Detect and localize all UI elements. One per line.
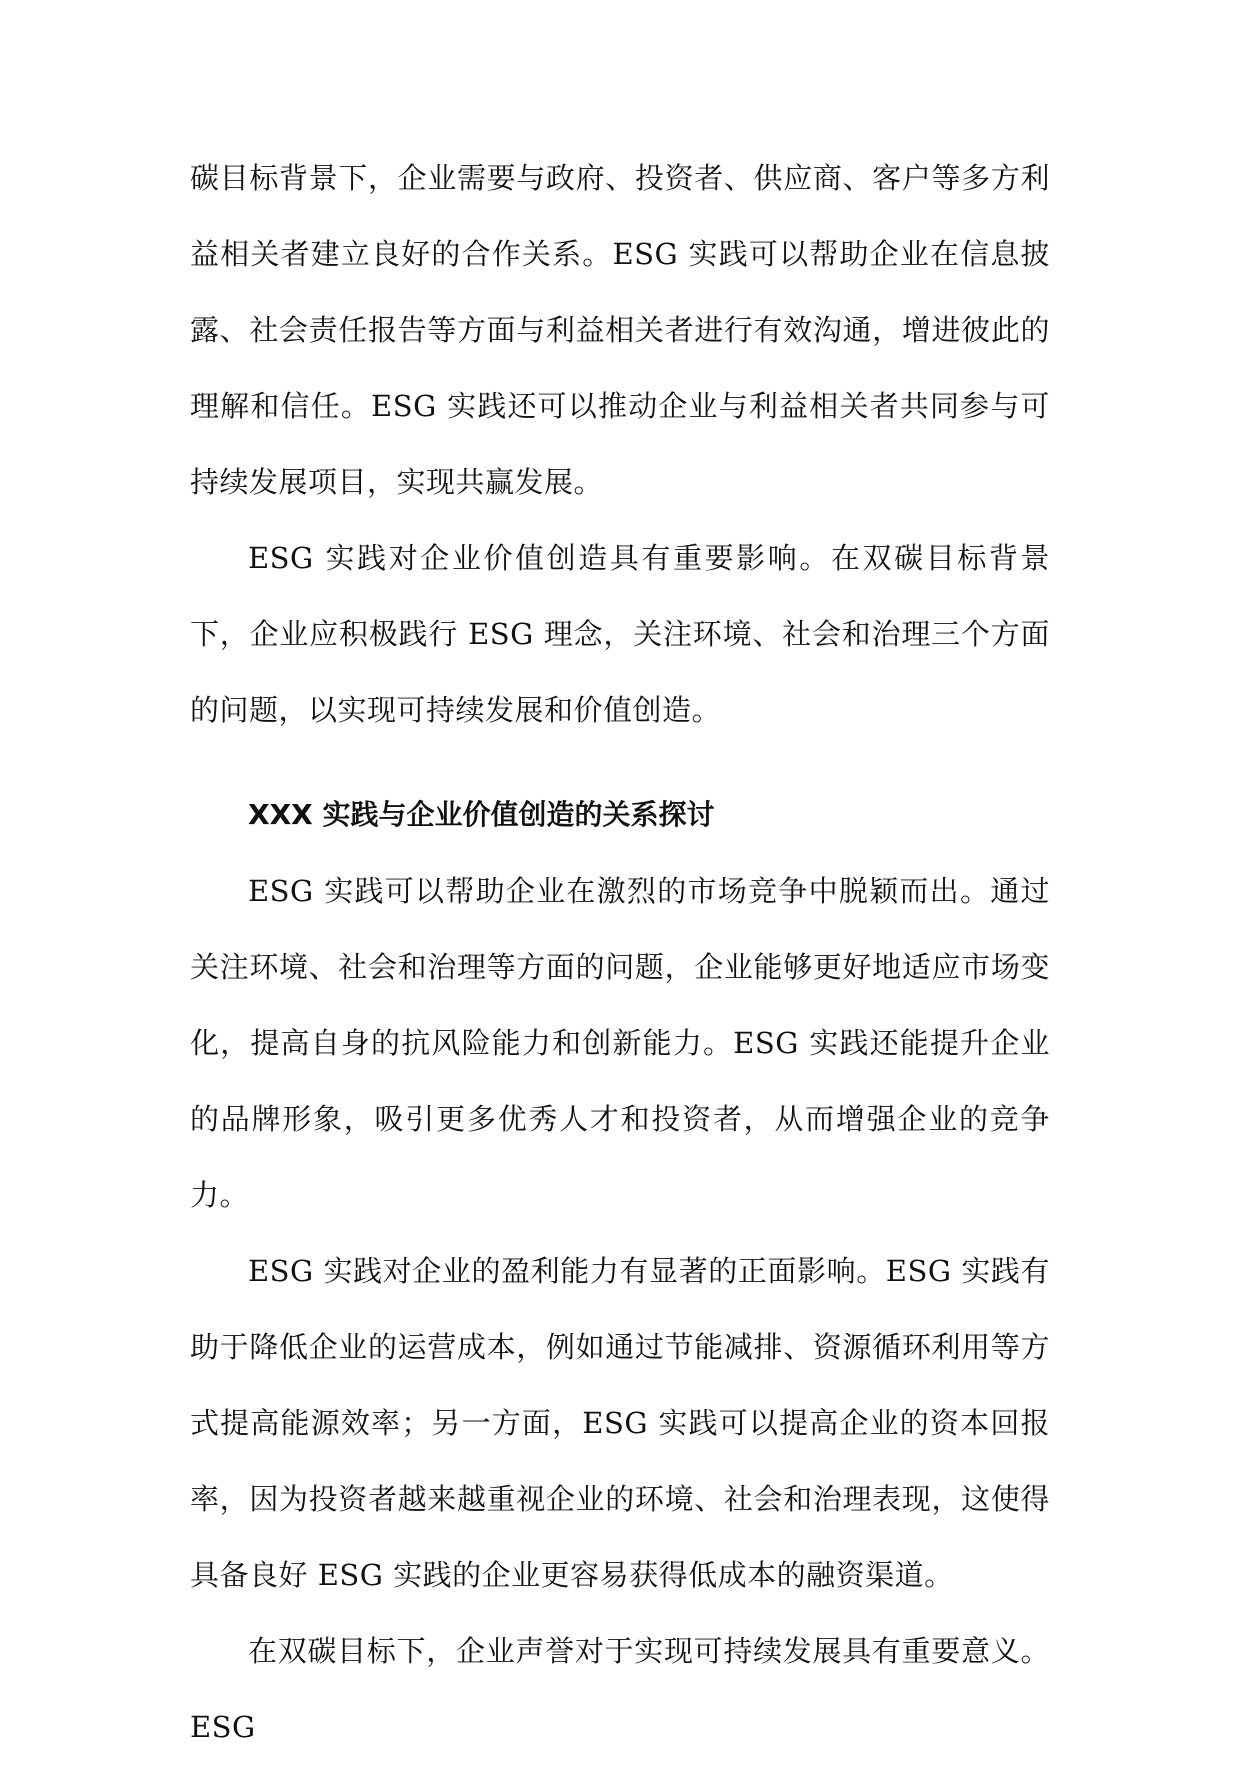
document-body [190, 140, 1050, 1765]
paragraph-continues: 在双碳目标下，企业声誉对于实现可持续发展具有重要意义。ESG [190, 1634, 1050, 1744]
paragraph: ESG 实践对企业的盈利能力有显著的正面影响。ESG 实践有助于降低企业的运营成本，例如通过节能减排、资源循环利用等方式提高能源效率；另一方面，ESG 实践可以提高企业的资本回报率，因为投资者越来越重视企业的环境、社会和治理表现，这使得具备良好 ESG 实践的企业更容易获得低成本的融资渠道。 [190, 1254, 1050, 1592]
paragraph: ESG 实践对企业价值创造具有重要影响。在双碳目标背景下，企业应积极践行 ESG 理念，关注环境、社会和治理三个方面的问题，以实现可持续发展和价值创造。 [190, 541, 1050, 727]
section-heading: XXX 实践与企业价值创造的关系探讨 [248, 798, 715, 831]
paragraph: ESG 实践可以帮助企业在激烈的市场竞争中脱颖而出。通过关注环境、社会和治理等方面的问题，企业能够更好地适应市场变化，提高自身的抗风险能力和创新能力。ESG 实践还能提升企业的品牌形象，吸引更多优秀人才和投资者，从而增强企业的竞争力。 [190, 874, 1050, 1212]
paragraph-continuation: 碳目标背景下，企业需要与政府、投资者、供应商、客户等多方利益相关者建立良好的合作关系。ESG 实践可以帮助企业在信息披露、社会责任报告等方面与利益相关者进行有效沟通，增进彼此的理解和信任。ESG 实践还可以推动企业与利益相关者共同参与可持续发展项目，实现共赢发展。 [190, 161, 1050, 499]
